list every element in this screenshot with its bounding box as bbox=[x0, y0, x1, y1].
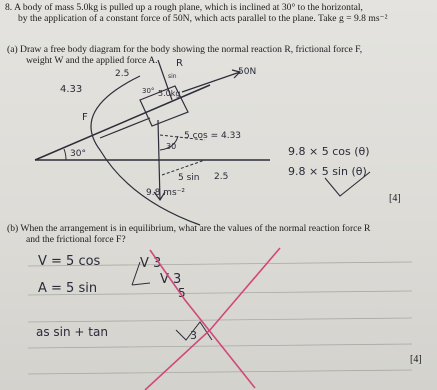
answer-line-1: V = 5 cos bbox=[38, 254, 101, 269]
applied-force-arrow bbox=[182, 72, 240, 92]
label-weight: 9.8 ms⁻² bbox=[146, 188, 185, 198]
label-r: R bbox=[176, 58, 183, 69]
answer-line-3: V 3 bbox=[140, 256, 162, 271]
incline-surface-line bbox=[35, 85, 210, 160]
part-a-text-line1: (a) Draw a free body diagram for the body showing the normal reaction R, frictional force F, bbox=[7, 44, 363, 55]
label-2-5-top: 2.5 bbox=[115, 69, 130, 79]
part-a-marks: [4] bbox=[389, 193, 401, 204]
answer-line-7: 3 bbox=[190, 329, 197, 342]
answer-line-4: V 3 bbox=[160, 272, 182, 287]
answer-line-5: 5 bbox=[178, 286, 186, 300]
part-a-text-line2: weight W and the applied force A. bbox=[26, 55, 158, 66]
incline-angle-arc bbox=[64, 149, 66, 160]
answer-line-2: A = 5 sin bbox=[38, 281, 98, 296]
part-b-marks: [4] bbox=[410, 354, 422, 365]
answer-line-6: as sin + tan bbox=[36, 325, 108, 339]
label-f: F bbox=[82, 112, 88, 123]
equation-1: 9.8 × 5 cos (θ) bbox=[288, 145, 370, 158]
label-2-5-bottom: 2.5 bbox=[214, 172, 229, 182]
label-4-33: 4.33 bbox=[60, 84, 83, 95]
question-8-text-line1: 8. A body of mass 5.0kg is pulled up a rough plane, which is inclined at 30° to the horizontal, bbox=[5, 2, 363, 13]
label-angle-incline: 30° bbox=[70, 149, 86, 159]
label-angle-center: 30 bbox=[166, 142, 177, 151]
cross-out-stroke-1 bbox=[150, 250, 255, 388]
question-8-text-line2: by the application of a constant force of 50N, which acts parallel to the plane. Take g = 9.8 ms⁻² bbox=[18, 13, 388, 24]
label-5-sin: 5 sin bbox=[178, 173, 200, 183]
label-angle-block: 30° bbox=[142, 87, 155, 95]
cross-out-stroke-2 bbox=[145, 248, 280, 390]
label-mass: 5.0kg bbox=[158, 89, 181, 98]
label-sin-small: sin bbox=[168, 73, 177, 80]
label-applied-force: 50N bbox=[238, 67, 257, 77]
part-b-text-line1: (b) When the arrangement is in equilibrium, what are the values of the normal reaction force R bbox=[7, 223, 371, 234]
equation-2: 9.8 × 5 sin (θ) bbox=[288, 165, 367, 178]
part-b-text-line2: and the frictional force F? bbox=[26, 234, 126, 245]
label-cos-expr: 5 cos = 4.33 bbox=[184, 131, 242, 141]
